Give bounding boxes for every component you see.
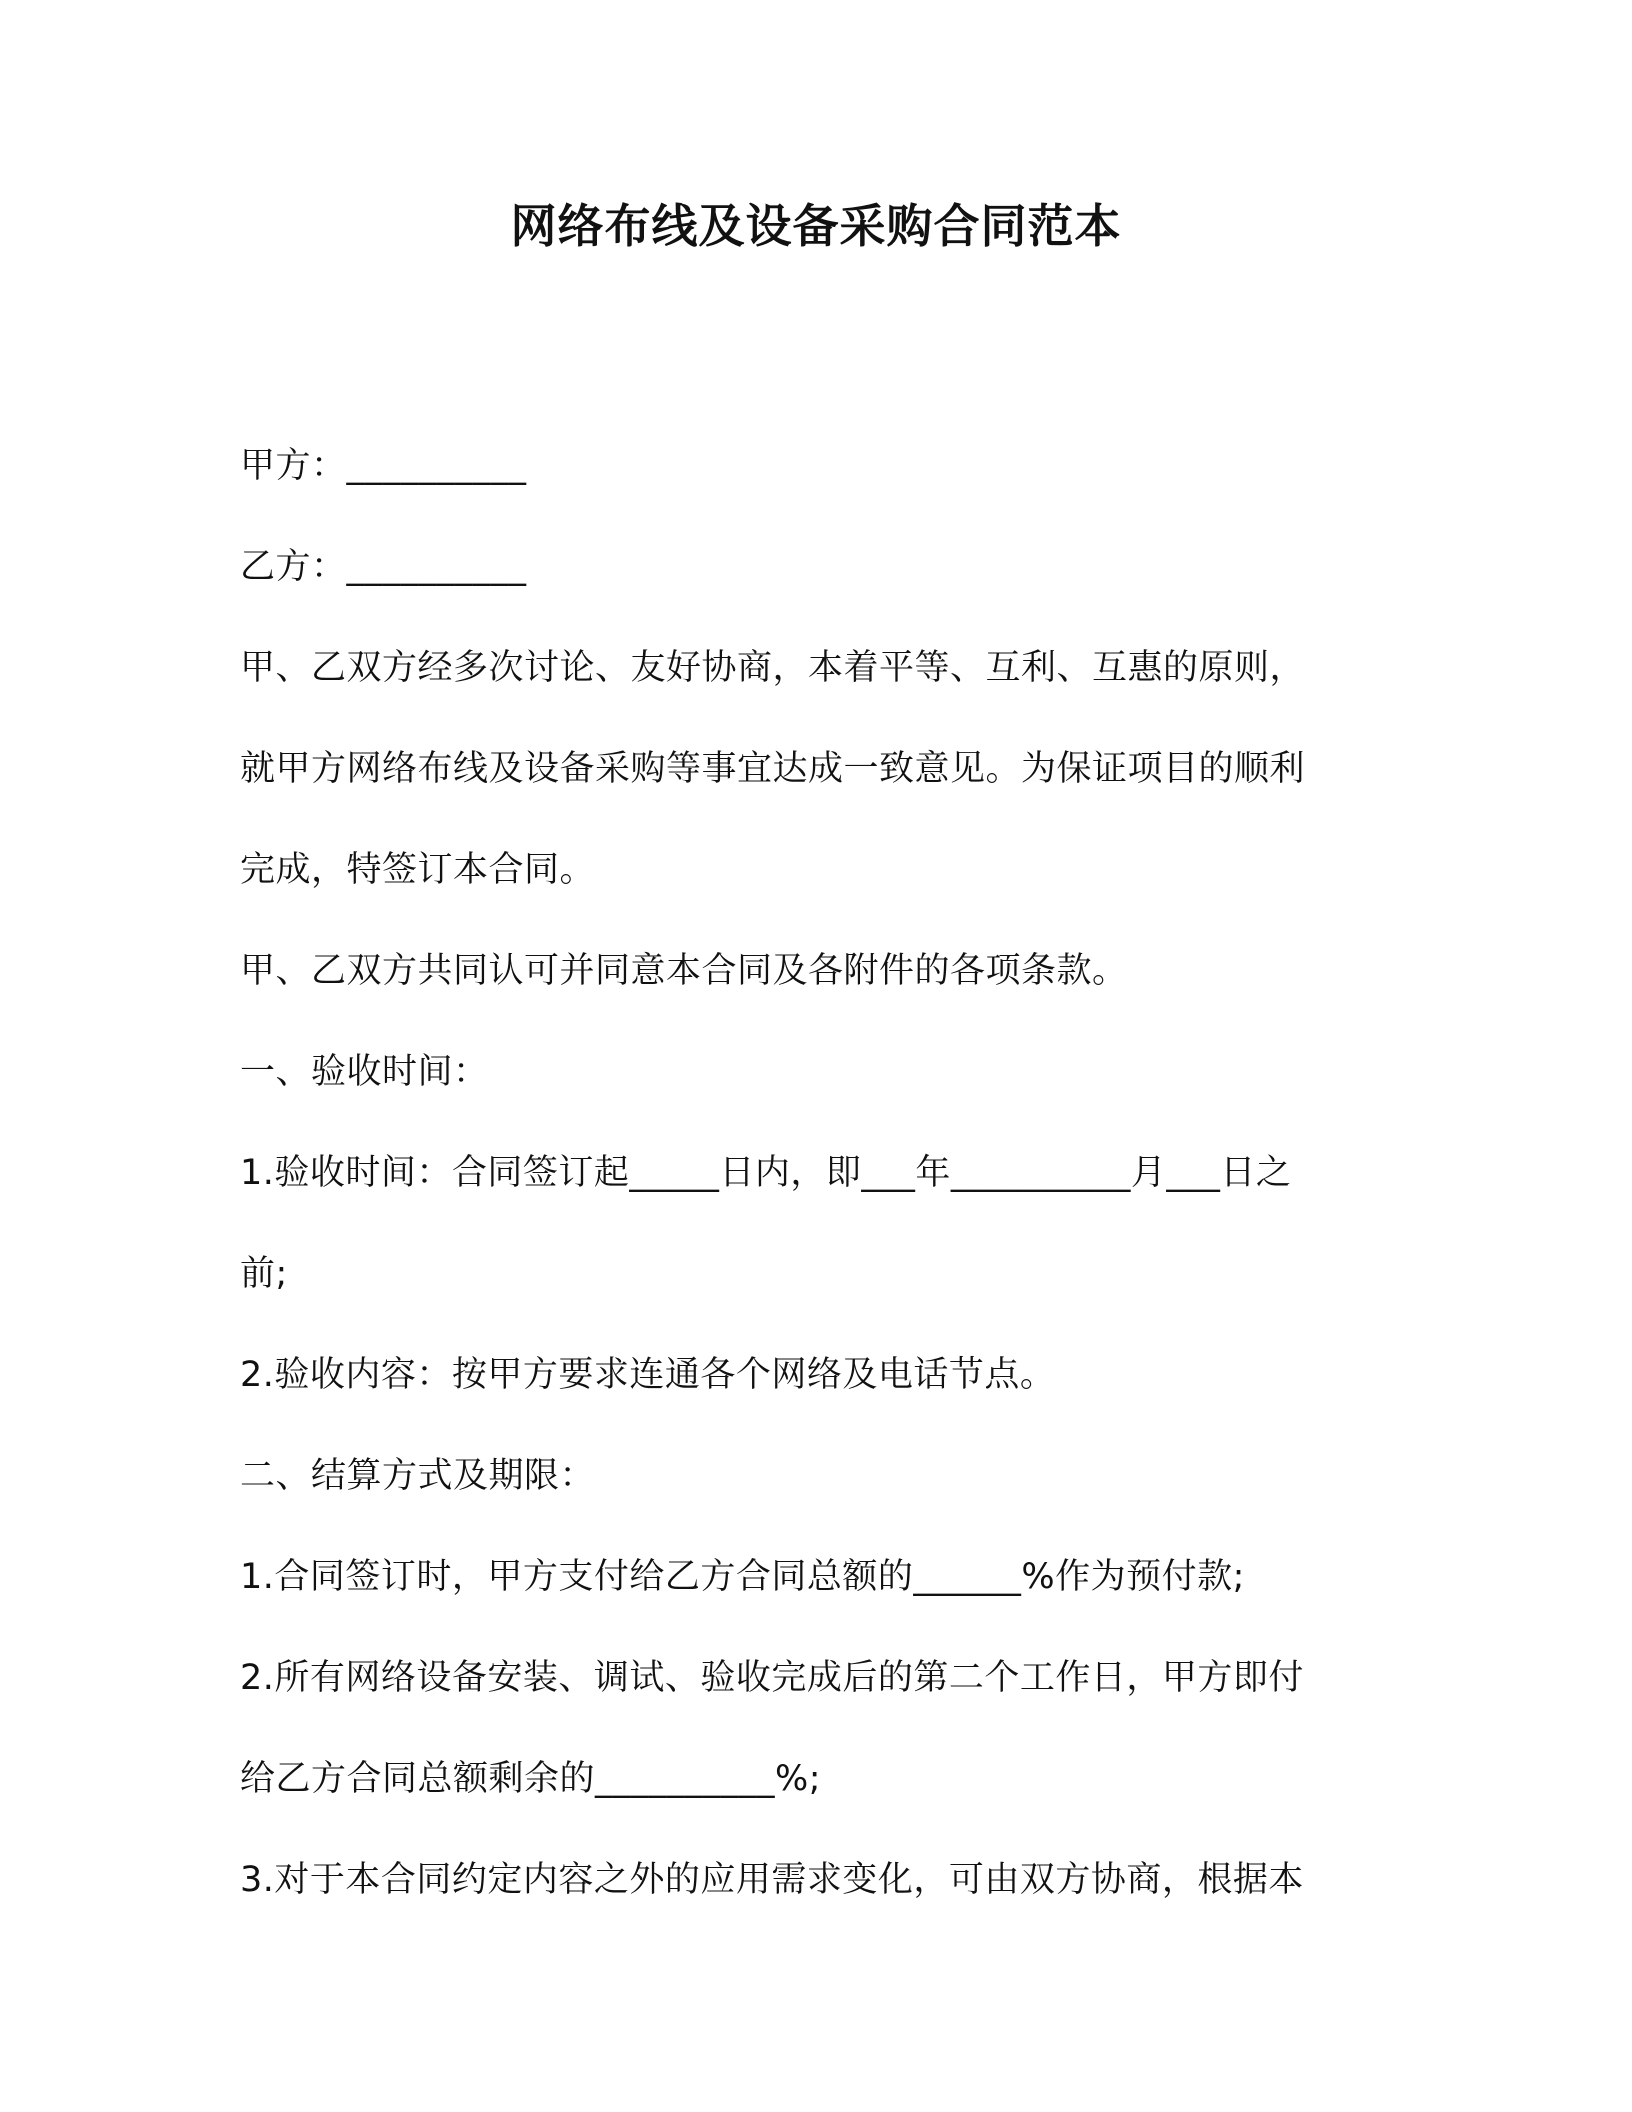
section-heading-settlement: 二、结算方式及期限：: [240, 1456, 596, 1496]
clause-prepayment: 1.合同签订时，甲方支付给乙方合同总额的______%作为预付款;: [240, 1557, 1245, 1597]
clause-final-payment: 2.所有网络设备安装、调试、验收完成后的第二个工作日，甲方即付: [240, 1658, 1304, 1698]
intro-paragraph-line: 就甲方网络布线及设备采购等事宜达成一致意见。为保证项目的顺利: [240, 749, 1306, 789]
agreement-paragraph: 甲、乙双方共同认可并同意本合同及各附件的各项条款。: [240, 951, 1128, 991]
party-b-line: 乙方：__________: [240, 547, 527, 587]
clause-requirement-changes: 3.对于本合同约定内容之外的应用需求变化，可由双方协商，根据本: [240, 1860, 1304, 1900]
clause-final-payment-continued: 给乙方合同总额剩余的__________%;: [240, 1759, 822, 1799]
clause-acceptance-content: 2.验收内容：按甲方要求连通各个网络及电话节点。: [240, 1355, 1056, 1395]
intro-paragraph-line: 完成，特签订本合同。: [240, 850, 596, 890]
intro-paragraph-line: 甲、乙双方经多次讨论、友好协商，本着平等、互利、互惠的原则，: [240, 648, 1306, 688]
party-a-line: 甲方：__________: [240, 446, 527, 486]
document-body: [240, 416, 1400, 1931]
clause-acceptance-time: 1.验收时间：合同签订起_____日内，即___年__________月___日之: [240, 1153, 1292, 1193]
document-title: 网络布线及设备采购合同范本: [510, 199, 1122, 253]
clause-acceptance-time-continued: 前;: [240, 1254, 288, 1294]
section-heading-acceptance: 一、验收时间：: [240, 1052, 489, 1092]
